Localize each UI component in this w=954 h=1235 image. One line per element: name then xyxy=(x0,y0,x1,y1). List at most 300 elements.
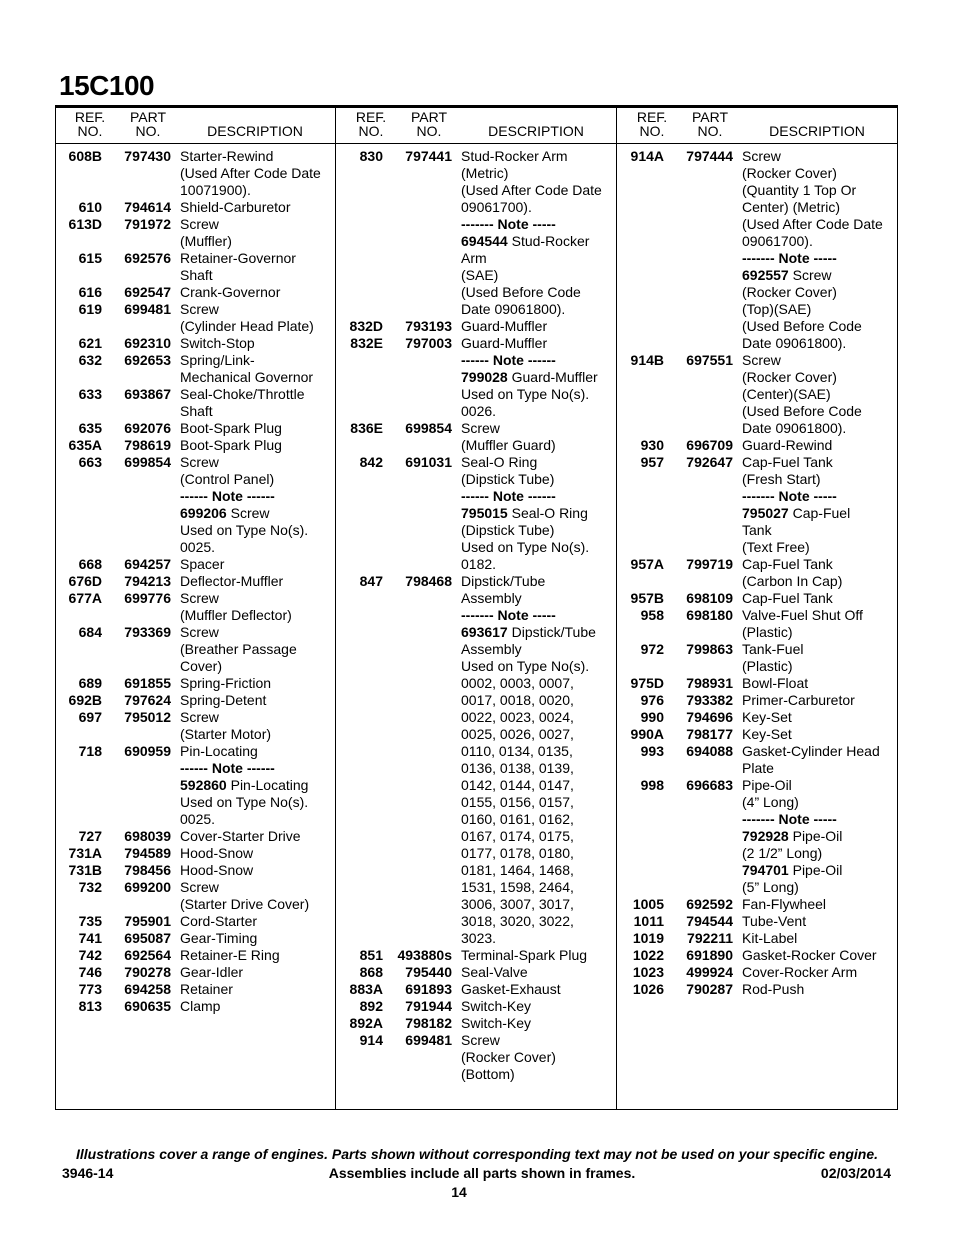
part-number: 699481 xyxy=(124,301,171,317)
part-description xyxy=(180,862,336,879)
part-description xyxy=(742,896,898,913)
ref-number: 610 xyxy=(78,199,102,215)
description-text: Cover-Rocker Arm xyxy=(742,964,858,980)
description-text: Switch-Stop xyxy=(180,335,255,351)
ref-number: 668 xyxy=(78,556,102,572)
ref-number: 975D xyxy=(630,675,664,691)
ref-number: 619 xyxy=(78,301,102,317)
ref-number: 914 xyxy=(359,1032,383,1048)
part-description xyxy=(742,352,898,437)
ref-number: 892A xyxy=(349,1015,383,1031)
part-description xyxy=(742,964,898,981)
part-description xyxy=(461,233,617,318)
ref-number: 990 xyxy=(640,709,664,725)
part-description xyxy=(180,301,336,335)
part-description xyxy=(180,981,336,998)
ref-number: 731B xyxy=(68,862,102,878)
part-description xyxy=(742,828,898,862)
part-description xyxy=(180,743,336,760)
table-row xyxy=(56,488,337,505)
description-text: Cap-Fuel Tank xyxy=(742,590,833,606)
ref-number: 635 xyxy=(78,420,102,436)
table-row xyxy=(56,216,337,250)
table-row xyxy=(56,845,337,862)
note-separator: ------- Note ----- xyxy=(742,811,837,827)
description-text: Pin-Locating Used on Type No(s). 0025. xyxy=(180,777,309,827)
part-number: 692564 xyxy=(124,947,171,963)
table-row xyxy=(618,590,899,607)
part-description xyxy=(180,998,336,1015)
description-text: Screw (Muffler Guard) xyxy=(461,420,556,453)
part-description xyxy=(461,505,617,573)
part-description xyxy=(742,981,898,998)
description-text: Guard-Rewind xyxy=(742,437,833,453)
part-description xyxy=(742,437,898,454)
part-number: 792211 xyxy=(687,930,733,946)
ref-number: 676D xyxy=(68,573,102,589)
part-number: 698039 xyxy=(124,828,171,844)
description-text: Pipe-Oil (5” Long) xyxy=(742,862,843,895)
description-text: Pipe-Oil (4” Long) xyxy=(742,777,799,810)
part-number: 690959 xyxy=(124,743,171,759)
ref-number: 741 xyxy=(78,930,102,946)
ref-number: 1026 xyxy=(632,981,664,997)
ref-number: 1022 xyxy=(632,947,664,963)
note-separator: ------- Note ----- xyxy=(461,607,556,623)
part-number: 798619 xyxy=(124,437,171,453)
part-number: 794544 xyxy=(686,913,733,929)
table-row xyxy=(618,743,899,777)
description-text: Screw (Muffler Deflector) xyxy=(180,590,292,623)
part-description xyxy=(461,624,617,947)
table-row xyxy=(56,573,337,590)
part-number: 798177 xyxy=(686,726,733,742)
ref-number: 684 xyxy=(78,624,102,640)
description-text: Shield-Carburetor xyxy=(180,199,291,215)
alternate-part-number: 699206 xyxy=(180,505,227,521)
part-description xyxy=(742,675,898,692)
part-description xyxy=(180,709,336,743)
table-row xyxy=(56,335,337,352)
part-number: 698180 xyxy=(686,607,733,623)
part-description xyxy=(742,913,898,930)
ref-number: 621 xyxy=(78,335,102,351)
ref-number: 1005 xyxy=(632,896,664,912)
part-description xyxy=(461,148,617,216)
description-text: Cord-Starter xyxy=(180,913,258,929)
part-number: 692310 xyxy=(124,335,171,351)
ref-number: 773 xyxy=(78,981,102,997)
part-number: 793382 xyxy=(686,692,733,708)
part-description xyxy=(461,335,617,352)
part-description xyxy=(461,1032,617,1083)
description-text: Screw (Control Panel) xyxy=(180,454,275,487)
alternate-part-number: 694544 xyxy=(461,233,508,249)
part-description xyxy=(742,454,898,488)
ref-number: 990A xyxy=(630,726,664,742)
table-row xyxy=(618,709,899,726)
description-text: Boot-Spark Plug xyxy=(180,420,282,436)
table-row xyxy=(618,930,899,947)
table-row xyxy=(56,675,337,692)
ref-number: 847 xyxy=(359,573,383,589)
part-description xyxy=(180,454,336,488)
ref-number: 677A xyxy=(68,590,102,606)
description-text: Guard-Muffler xyxy=(461,335,548,351)
ref-number: 914A xyxy=(630,148,664,164)
table-row xyxy=(337,505,618,573)
description-text: Gasket-Exhaust xyxy=(461,981,561,997)
description-text: Cap-Fuel Tank (Carbon In Cap) xyxy=(742,556,843,589)
description-text: Screw (Rocker Cover) (Center)(SAE) (Used Before Code Date 09061800). xyxy=(742,352,862,436)
note-separator: ------ Note ------ xyxy=(461,352,556,368)
part-description xyxy=(180,692,336,709)
part-number: 493880s xyxy=(397,947,452,963)
table-row xyxy=(618,454,899,488)
part-number: 692592 xyxy=(686,896,733,912)
description-text: Screw (Muffler) xyxy=(180,216,232,249)
ref-number: 836E xyxy=(350,420,383,436)
table-row xyxy=(618,913,899,930)
ref-number: 998 xyxy=(640,777,664,793)
part-description xyxy=(461,454,617,488)
part-number: 694088 xyxy=(686,743,733,759)
part-description xyxy=(180,284,336,301)
part-description xyxy=(180,675,336,692)
header-description: DESCRIPTION xyxy=(207,123,303,139)
table-row xyxy=(56,981,337,998)
table-row xyxy=(337,420,618,454)
ref-number: 972 xyxy=(640,641,664,657)
part-number: 797430 xyxy=(124,148,171,164)
note-separator: ------ Note ------ xyxy=(180,488,275,504)
description-text: Hood-Snow xyxy=(180,845,254,861)
parts-column-1 xyxy=(56,108,337,1015)
table-row xyxy=(337,1032,618,1083)
document-date: 02/03/2014 xyxy=(820,1165,891,1181)
ref-number: 692B xyxy=(68,692,102,708)
table-row xyxy=(618,488,899,505)
ref-number: 697 xyxy=(78,709,102,725)
ref-number: 615 xyxy=(78,250,102,266)
description-text: Seal-Choke/Throttle Shaft xyxy=(180,386,305,419)
description-text: Valve-Fuel Shut Off (Plastic) xyxy=(742,607,863,640)
table-row xyxy=(56,777,337,828)
table-row xyxy=(56,590,337,624)
description-text: Hood-Snow xyxy=(180,862,254,878)
description-text: Fan-Flywheel xyxy=(742,896,827,912)
description-text: Screw (Rocker Cover) (Bottom) xyxy=(461,1032,556,1082)
part-number: 699481 xyxy=(405,1032,452,1048)
part-description xyxy=(461,947,617,964)
ref-number: 813 xyxy=(78,998,102,1014)
description-text: Screw Used on Type No(s). 0025. xyxy=(180,505,309,555)
part-number: 692576 xyxy=(124,250,171,266)
ref-number: 616 xyxy=(78,284,102,300)
part-number: 697551 xyxy=(686,352,733,368)
part-number: 499924 xyxy=(686,964,733,980)
ref-number: 914B xyxy=(630,352,664,368)
note-separator: ------- Note ----- xyxy=(461,216,556,232)
alternate-part-number: 794701 xyxy=(742,862,789,878)
description-text: Retainer-Governor Shaft xyxy=(180,250,296,283)
ref-number: 883A xyxy=(349,981,383,997)
part-description xyxy=(180,335,336,352)
description-text: Cap-Fuel Tank (Fresh Start) xyxy=(742,454,833,487)
table-row xyxy=(618,641,899,675)
table-row xyxy=(56,454,337,488)
table-row xyxy=(618,828,899,862)
ref-number: 930 xyxy=(640,437,664,453)
ref-number: 608B xyxy=(68,148,102,164)
alternate-part-number: 693617 xyxy=(461,624,508,640)
ref-number: 731A xyxy=(68,845,102,861)
part-description xyxy=(742,267,898,352)
column-header xyxy=(618,108,899,144)
part-description xyxy=(742,692,898,709)
part-description xyxy=(180,420,336,437)
description-text: Gasket-Cylinder Head Plate xyxy=(742,743,880,776)
part-number: 693867 xyxy=(124,386,171,402)
part-number: 691855 xyxy=(124,675,171,691)
part-number: 696709 xyxy=(686,437,733,453)
part-number: 695087 xyxy=(124,930,171,946)
part-description xyxy=(180,624,336,675)
part-number: 797003 xyxy=(405,335,452,351)
footer-disclaimer: Illustrations cover a range of engines. Parts shown without corresponding text may not be used on your specific engine. xyxy=(75,1146,879,1162)
page-number: 14 xyxy=(451,1184,467,1200)
note-separator: ------- Note ----- xyxy=(742,250,837,266)
part-number: 698109 xyxy=(686,590,733,606)
part-description xyxy=(461,369,617,420)
table-row xyxy=(56,879,337,913)
part-number: 797444 xyxy=(686,148,733,164)
table-row xyxy=(337,998,618,1015)
alternate-part-number: 692557 xyxy=(742,267,789,283)
description-text: Gear-Timing xyxy=(180,930,258,946)
parts-list xyxy=(56,144,337,1015)
ref-number: 735 xyxy=(78,913,102,929)
part-number: 694258 xyxy=(124,981,171,997)
description-text: Seal-O Ring (Dipstick Tube) xyxy=(461,454,555,487)
part-description xyxy=(180,590,336,624)
part-number: 799863 xyxy=(686,641,733,657)
table-row xyxy=(337,1015,618,1032)
table-row xyxy=(56,386,337,420)
ref-number: 633 xyxy=(78,386,102,402)
header-description: DESCRIPTION xyxy=(769,123,865,139)
part-number: 691890 xyxy=(686,947,733,963)
table-row xyxy=(618,981,899,998)
table-row xyxy=(56,964,337,981)
part-number: 694257 xyxy=(124,556,171,572)
table-row xyxy=(337,148,618,216)
page-title: 15C100 xyxy=(59,70,155,101)
table-row xyxy=(618,556,899,590)
part-number: 798468 xyxy=(405,573,452,589)
description-text: Bowl-Float xyxy=(742,675,809,691)
table-row xyxy=(337,233,618,318)
ref-number: 842 xyxy=(359,454,383,470)
table-row xyxy=(618,675,899,692)
ref-number: 635A xyxy=(68,437,102,453)
part-number: 691893 xyxy=(405,981,452,997)
table-row xyxy=(56,505,337,556)
part-number: 798456 xyxy=(124,862,171,878)
description-text: Seal-O Ring (Dipstick Tube) Used on Type No(s). 0182. xyxy=(461,505,590,572)
ref-number: 957 xyxy=(640,454,664,470)
description-text: Stud-Rocker Arm (SAE) (Used Before Code Date 09061800). xyxy=(461,233,590,317)
table-row xyxy=(56,420,337,437)
alternate-part-number: 792928 xyxy=(742,828,789,844)
description-text: Key-Set xyxy=(742,709,792,725)
part-description xyxy=(180,437,336,454)
table-row xyxy=(337,335,618,352)
description-text: Rod-Push xyxy=(742,981,805,997)
part-number: 691031 xyxy=(405,454,452,470)
part-number: 798931 xyxy=(686,675,733,691)
part-number: 795440 xyxy=(405,964,452,980)
table-row xyxy=(337,573,618,607)
part-description xyxy=(742,556,898,590)
header-ref-no: REF. NO. xyxy=(636,109,668,139)
table-row xyxy=(618,811,899,828)
description-text: Tube-Vent xyxy=(742,913,807,929)
header-part-no: PART NO. xyxy=(410,109,448,139)
table-row xyxy=(337,488,618,505)
alternate-part-number: 799028 xyxy=(461,369,508,385)
table-row xyxy=(618,250,899,267)
description-text: Primer-Carburetor xyxy=(742,692,855,708)
ref-number: 1019 xyxy=(632,930,664,946)
description-text: Spacer xyxy=(180,556,225,572)
part-description xyxy=(461,981,617,998)
part-number: 793193 xyxy=(405,318,452,334)
part-description xyxy=(180,216,336,250)
description-text: Screw (Rocker Cover) (Top)(SAE) (Used Before Code Date 09061800). xyxy=(742,267,862,351)
table-row xyxy=(56,760,337,777)
ref-number: 727 xyxy=(78,828,102,844)
table-row xyxy=(618,726,899,743)
ref-number: 613D xyxy=(68,216,102,232)
description-text: Starter-Rewind (Used After Code Date 10071900). xyxy=(180,148,321,198)
note-separator: ------- Note ----- xyxy=(742,488,837,504)
table-row xyxy=(56,930,337,947)
part-number: 794213 xyxy=(124,573,171,589)
part-description xyxy=(180,845,336,862)
description-text: Cap-Fuel Tank (Text Free) xyxy=(742,505,851,555)
description-text: Stud-Rocker Arm (Metric) (Used After Code Date 09061700). xyxy=(461,148,602,215)
part-number: 795012 xyxy=(124,709,171,725)
table-row xyxy=(337,981,618,998)
alternate-part-number: 795015 xyxy=(461,505,508,521)
description-text: Cover-Starter Drive xyxy=(180,828,301,844)
table-row xyxy=(337,607,618,624)
description-text: Dipstick/Tube Assembly xyxy=(461,573,546,606)
part-number: 790278 xyxy=(124,964,171,980)
part-description xyxy=(742,641,898,675)
description-text: Screw (Starter Drive Cover) xyxy=(180,879,310,912)
alternate-part-number: 592860 xyxy=(180,777,227,793)
ref-number: 632 xyxy=(78,352,102,368)
part-description xyxy=(742,148,898,250)
description-text: Pin-Locating xyxy=(180,743,258,759)
part-number: 699776 xyxy=(124,590,171,606)
table-row xyxy=(618,352,899,437)
column-header xyxy=(56,108,337,144)
part-number: 699854 xyxy=(405,420,452,436)
description-text: Seal-Valve xyxy=(461,964,528,980)
part-number: 795901 xyxy=(124,913,171,929)
table-row xyxy=(56,556,337,573)
ref-number: 976 xyxy=(640,692,664,708)
part-description xyxy=(461,964,617,981)
header-part-no: PART NO. xyxy=(691,109,729,139)
table-row xyxy=(337,624,618,947)
part-description xyxy=(180,352,336,386)
parts-list xyxy=(337,144,618,1083)
part-description xyxy=(180,505,336,556)
parts-column-2 xyxy=(337,108,618,1083)
ref-number: 892 xyxy=(359,998,383,1014)
parts-column-3 xyxy=(618,108,899,998)
table-row xyxy=(618,692,899,709)
part-description xyxy=(461,420,617,454)
part-description xyxy=(742,777,898,811)
description-text: Pipe-Oil (2 1/2” Long) xyxy=(742,828,843,861)
description-text: Screw (Rocker Cover) (Quantity 1 Top Or Center) (Metric) (Used After Code Date 09061700). xyxy=(742,148,883,249)
part-description xyxy=(180,556,336,573)
part-number: 794589 xyxy=(124,845,171,861)
header-ref-no: REF. NO. xyxy=(74,109,106,139)
table-row xyxy=(618,607,899,641)
part-number: 794614 xyxy=(124,199,171,215)
part-description xyxy=(461,1015,617,1032)
part-description xyxy=(742,590,898,607)
part-number: 793369 xyxy=(124,624,171,640)
table-row xyxy=(56,692,337,709)
description-text: Screw (Cylinder Head Plate) xyxy=(180,301,314,334)
description-text: Spring-Detent xyxy=(180,692,267,708)
note-separator: ------ Note ------ xyxy=(461,488,556,504)
table-row xyxy=(56,301,337,335)
table-row xyxy=(56,352,337,386)
part-number: 799719 xyxy=(686,556,733,572)
description-text: Screw (Starter Motor) xyxy=(180,709,272,742)
part-description xyxy=(742,505,898,556)
description-text: Retainer xyxy=(180,981,233,997)
part-number: 794696 xyxy=(686,709,733,725)
part-number: 699200 xyxy=(124,879,171,895)
part-description xyxy=(180,199,336,216)
part-description xyxy=(742,743,898,777)
document-number: 3946-14 xyxy=(62,1165,114,1181)
table-row xyxy=(56,284,337,301)
table-row xyxy=(56,250,337,284)
part-description xyxy=(742,607,898,641)
table-row xyxy=(56,709,337,743)
part-description xyxy=(180,828,336,845)
table-row xyxy=(56,624,337,675)
table-row xyxy=(56,743,337,760)
description-text: Switch-Key xyxy=(461,1015,532,1031)
description-text: Key-Set xyxy=(742,726,792,742)
parts-list xyxy=(618,144,899,998)
description-text: Clamp xyxy=(180,998,221,1014)
part-description xyxy=(742,862,898,896)
part-number: 692653 xyxy=(124,352,171,368)
part-description xyxy=(742,709,898,726)
